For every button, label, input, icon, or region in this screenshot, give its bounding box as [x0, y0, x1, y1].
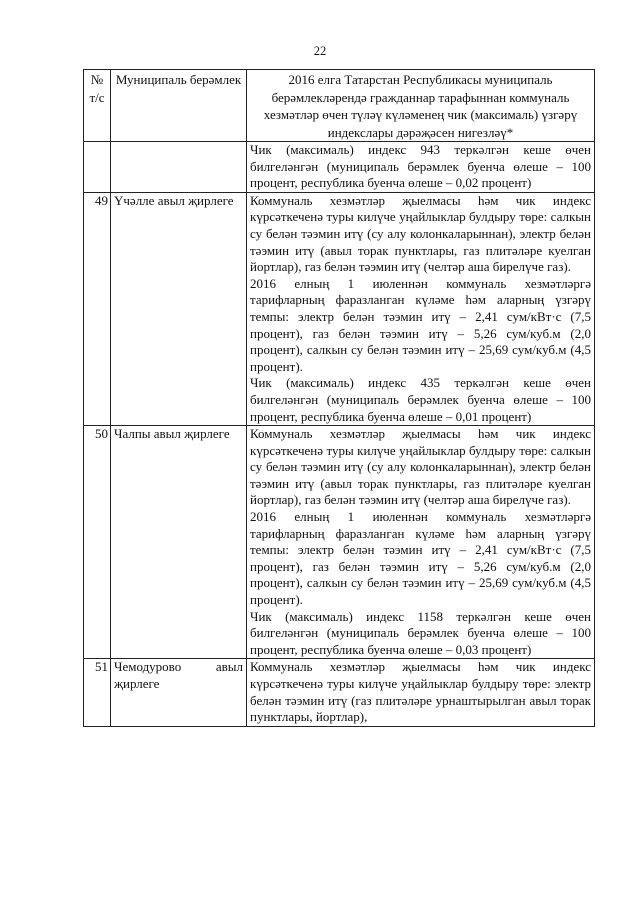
row-paragraph: Чик (максималь) индекс 435 теркәлгән кеше өчен билгеләнгән (муниципаль берәмлек буенча өлеше – 100 процент, республика буенча өлеше – 0,01 процент): [250, 375, 591, 424]
table-row: [84, 659, 595, 726]
page-number: 22: [313, 44, 327, 58]
row-paragraph: Коммуналь хезмәтләр җыелмасы һәм чик индекс күрсәткеченә туры килүче уңайлыклар булдыру төре: салкын су белән тәэмин итү (су алу колонкаларыннан), электр белән тәэмин итү (авыл торак пунктлары, газ плитәләре куелган йортлар), газ белән тәэмин итү (челтәр аша бирелүче газ).: [250, 426, 591, 508]
row-municipality: Чемодурово авыл җирлеге: [111, 659, 247, 726]
row-number: 50: [84, 426, 111, 659]
row-number: 49: [84, 192, 111, 425]
row-text: [247, 426, 595, 659]
row-text: [247, 192, 595, 425]
table-row: [84, 426, 595, 659]
row-municipality: Чалпы авыл җирлеге: [111, 426, 247, 659]
row-text: [247, 659, 595, 726]
row-paragraph: Коммуналь хезмәтләр җыелмасы һәм чик индекс күрсәткеченә туры килүче уңайлыклар булдыру төре: салкын су белән тәэмин итү (су алу колонкаларыннан), электр белән тәэмин итү (авыл торак пунктлары, газ плитәләре куелган йортлар), газ белән тәэмин итү (челтәр аша бирелүче газ).: [250, 192, 591, 275]
row-paragraph: Коммуналь хезмәтләр җыелмасы һәм чик индекс күрсәткеченә туры килүче уңайлыклар булдыру төре: электр белән тәэмин итү (газ плитәләре урнаштырылган авыл торак пунктлары, йортлар),: [250, 659, 591, 725]
row-paragraph: Чик (максималь) индекс 1158 теркәлгән кеше өчен билгеләнгән (муниципаль берәмлек буенча өлеше – 100 процент, республика буенча өлеше – 0,03 процент): [250, 608, 591, 657]
tariff-table: [83, 69, 595, 727]
row-paragraph: 2016 елның 1 июленнән коммуналь хезмәтләргә тарифларның фаразланган күләме һәм аларның үзгәрү темпы: электр белән тәэмин итү – 2,41 сум/кВт·с (7,5 процент), газ белән тәэмин итү – 5,26 сум/куб.м (2,0 процент), салкын су белән тәэмин итү – 25,69 сум/куб.м (4,5 процент).: [250, 275, 591, 374]
row-municipality: [111, 142, 247, 193]
header-justification: 2016 елга Татарстан Республикасы муниципаль берәмлекләрендә гражданнар тарафыннан коммуналь хезмәтләр өчен түләү күләменең чик (максималь) үзгәрү индекслары дәрәҗәсен нигезләү*: [247, 70, 595, 142]
header-municipality: Муниципаль берәмлек: [111, 70, 247, 142]
row-number: 51: [84, 659, 111, 726]
table-row: [84, 192, 595, 425]
row-number: [84, 142, 111, 193]
row-text: [247, 142, 595, 193]
row-municipality: Үчәлле авыл җирлеге: [111, 192, 247, 425]
header-number: № т/с: [84, 70, 111, 142]
row-paragraph: 2016 елның 1 июленнән коммуналь хезмәтләргә тарифларның фаразланган күләме һәм аларның үзгәрү темпы: электр белән тәэмин итү – 2,41 сум/кВт·с (7,5 процент), газ белән тәэмин итү – 5,26 сум/куб.м (2,0 процент), салкын су белән тәэмин итү – 25,69 сум/куб.м (4,5 процент).: [250, 509, 591, 608]
table-row: [84, 142, 595, 193]
table-header-row: [84, 70, 595, 142]
row-paragraph: Чик (максималь) индекс 943 теркәлгән кеше өчен билгеләнгән (муниципаль берәмлек буенча өлеше – 100 процент, республика буенча өлеше – 0,02 процент): [250, 142, 591, 191]
